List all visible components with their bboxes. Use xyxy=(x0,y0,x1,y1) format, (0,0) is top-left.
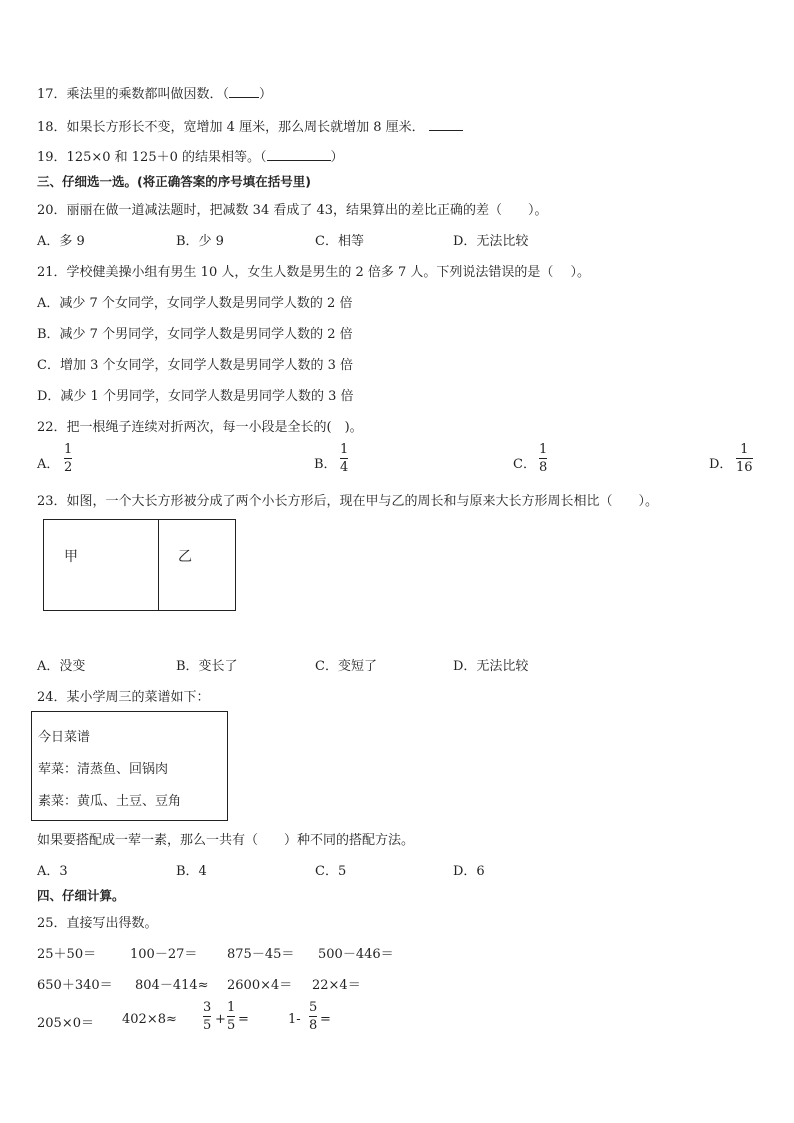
denominator: 5 xyxy=(203,1018,212,1033)
question-22-text: 22．把一根绳子连续对折两次，每一小段是全长的( )。 xyxy=(37,420,363,435)
calc-whole: 1- xyxy=(288,1012,301,1027)
q22-option-a-fraction xyxy=(64,443,72,474)
answer-blank-17[interactable] xyxy=(229,85,259,98)
question-17-tail: ） xyxy=(259,87,273,102)
q24-option-d[interactable]: D．6 xyxy=(453,864,485,879)
section-4-title: 四、仔细计算。 xyxy=(37,888,125,903)
q22-option-d[interactable] xyxy=(709,453,732,472)
calc-item: 100－27＝ xyxy=(130,947,198,962)
question-18-text: 18．如果长方形长不变，宽增加 4 厘米，那么周长就增加 8 厘米． xyxy=(37,120,425,135)
q23-option-a[interactable]: A．没变 xyxy=(37,659,86,674)
equals-sign: = xyxy=(320,1012,331,1027)
calc-fraction xyxy=(309,1001,317,1032)
q22-option-a[interactable] xyxy=(37,453,59,472)
q21-option-a[interactable]: A．减少 7 个女同学，女同学人数是男同学人数的 2 倍 xyxy=(37,296,353,311)
menu-veg-dishes: 素菜：黄瓜、土豆、豆角 xyxy=(38,794,182,809)
calc-item: 650＋340＝ xyxy=(37,978,113,993)
calc-item: 25＋50＝ xyxy=(37,947,97,962)
question-18 xyxy=(37,116,463,135)
q23-option-b[interactable]: B．变长了 xyxy=(176,659,238,674)
q22-option-d-fraction xyxy=(736,443,753,474)
section-3-title: 三、仔细选一选。(将正确答案的序号填在括号里) xyxy=(37,174,311,189)
calc-item: 402×8≈ xyxy=(122,1012,177,1027)
plus-sign: + xyxy=(215,1012,226,1027)
denominator: 16 xyxy=(736,460,753,475)
q21-option-d[interactable]: D．减少 1 个男同学，女同学人数是男同学人数的 3 倍 xyxy=(37,389,354,404)
question-17-text: 17．乘法里的乘数都叫做因数．（ xyxy=(37,87,230,102)
question-19-tail: ） xyxy=(330,150,344,165)
calc-item: 804－414≈ xyxy=(135,978,209,993)
numerator: 3 xyxy=(203,1000,212,1015)
equals-sign: = xyxy=(238,1012,249,1027)
q22-option-c[interactable] xyxy=(513,453,536,472)
q22-option-d-label: D． xyxy=(709,457,733,472)
q24-option-a[interactable]: A．3 xyxy=(37,864,68,879)
answer-blank-18[interactable] xyxy=(429,118,463,131)
calc-item: 500－446＝ xyxy=(318,947,394,962)
q23-option-d[interactable]: D．无法比较 xyxy=(453,659,529,674)
q23-figure-rectangle xyxy=(43,519,236,611)
q22-option-c-fraction xyxy=(539,443,547,474)
q20-option-a[interactable]: A．多 9 xyxy=(37,234,85,249)
menu-meat-dishes: 荤菜：清蒸鱼、回锅肉 xyxy=(38,762,169,777)
calc-item: 205×0＝ xyxy=(37,1016,94,1031)
q22-option-b-fraction xyxy=(340,443,348,474)
denominator: 8 xyxy=(309,1018,318,1033)
q23-figure-left-label: 甲 xyxy=(64,549,78,565)
q20-option-d[interactable]: D．无法比较 xyxy=(453,234,529,249)
numerator: 1 xyxy=(740,442,749,457)
q22-option-b[interactable] xyxy=(314,453,337,472)
question-19 xyxy=(37,146,344,165)
numerator: 5 xyxy=(309,1000,318,1015)
q23-figure-divider xyxy=(158,520,159,610)
question-19-text: 19．125×0 和 125＋0 的结果相等。（ xyxy=(37,150,267,165)
menu-title: 今日菜谱 xyxy=(38,730,91,745)
calc-item: 875－45＝ xyxy=(227,947,295,962)
question-17 xyxy=(37,83,272,102)
calc-item: 2600×4＝ xyxy=(227,978,293,993)
denominator: 5 xyxy=(227,1018,236,1033)
question-24-question: 如果要搭配成一荤一素，那么一共有（ ）种不同的搭配方法。 xyxy=(37,833,415,848)
q23-figure-right-label: 乙 xyxy=(178,549,192,565)
calc-fraction xyxy=(227,1001,235,1032)
question-23-text: 23．如图，一个大长方形被分成了两个小长方形后，现在甲与乙的周长和与原来大长方形周长相比（ ）。 xyxy=(37,494,659,509)
q20-option-b[interactable]: B．少 9 xyxy=(176,234,224,249)
numerator: 1 xyxy=(227,1000,236,1015)
denominator: 4 xyxy=(340,460,349,475)
denominator: 2 xyxy=(64,460,73,475)
calc-fraction xyxy=(203,1001,211,1032)
q23-option-c[interactable]: C．变短了 xyxy=(315,659,377,674)
numerator: 1 xyxy=(340,442,349,457)
numerator: 1 xyxy=(64,442,73,457)
denominator: 8 xyxy=(539,460,548,475)
q20-option-c[interactable]: C．相等 xyxy=(315,234,364,249)
q22-option-b-label: B． xyxy=(314,457,337,472)
q21-option-b[interactable]: B．减少 7 个男同学，女同学人数是男同学人数的 2 倍 xyxy=(37,327,353,342)
q24-option-c[interactable]: C．5 xyxy=(315,864,347,879)
question-21-text: 21．学校健美操小组有男生 10 人，女生人数是男生的 2 倍多 7 人。下列说法错误的是（ ）。 xyxy=(37,265,591,280)
question-24-text: 24．某小学周三的菜谱如下： xyxy=(37,690,210,705)
q24-menu-box xyxy=(31,711,228,821)
answer-blank-19[interactable] xyxy=(267,148,331,161)
q21-option-c[interactable]: C．增加 3 个女同学，女同学人数是男同学人数的 3 倍 xyxy=(37,358,354,373)
calc-item: 22×4＝ xyxy=(312,978,361,993)
q22-option-c-label: C． xyxy=(513,457,536,472)
q24-option-b[interactable]: B．4 xyxy=(176,864,207,879)
question-25-text: 25．直接写出得数。 xyxy=(37,916,158,931)
question-20-text: 20．丽丽在做一道减法题时，把减数 34 看成了 43，结果算出的差比正确的差（ ）。 xyxy=(37,203,548,218)
numerator: 1 xyxy=(539,442,548,457)
q22-option-a-label: A． xyxy=(37,457,60,472)
